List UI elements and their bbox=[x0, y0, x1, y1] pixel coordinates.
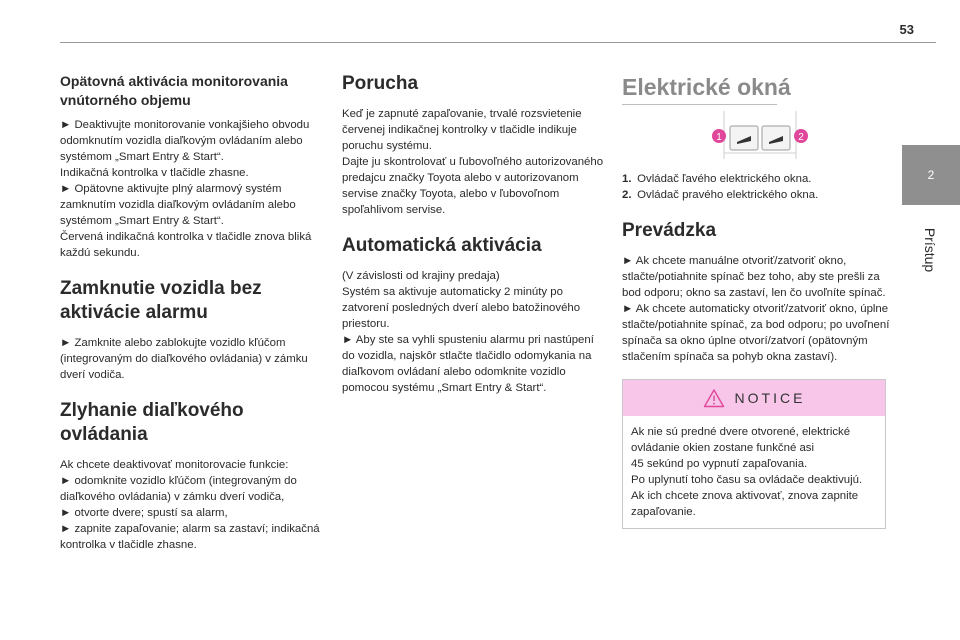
section-title-fault: Porucha bbox=[342, 73, 419, 94]
left-switch-shape bbox=[730, 126, 758, 150]
callout-2-label: 2 bbox=[798, 132, 804, 143]
legend-text: Ovládač pravého elektrického okna. bbox=[637, 189, 819, 201]
section-title-operation: Prevádzka bbox=[622, 220, 717, 241]
figure-legend bbox=[622, 171, 892, 203]
column-middle bbox=[342, 72, 604, 396]
chapter-tab[interactable]: 2 bbox=[902, 145, 960, 205]
section-body-reactivation: ► Deaktivujte monitorovanie vonkajšieho obvodu odomknutím vozidla diaľkovým ovládaním alebo systémom „Smart Entry & Start“. Indikačná kontrolka v tlačidle zhasne. ► Opätovne aktivujte plný alarmový systém zamknutím vozidla diaľkovým ovládaním alebo systémom „Smart Entry & Start“. Červená indikačná kontrolka v tlačidle znova bliká každú sekundu. bbox=[60, 119, 312, 259]
legend-num: 2. bbox=[622, 189, 632, 201]
notice-box bbox=[622, 379, 886, 529]
section-title-power-windows: Elektrické okná bbox=[622, 74, 791, 100]
section-title-reactivation: Opätovná aktivácia monitorovania vnútorného objemu bbox=[60, 73, 288, 108]
chapter-label-text: Prístup bbox=[922, 227, 939, 273]
right-switch-shape bbox=[762, 126, 790, 150]
notice-header bbox=[623, 380, 885, 416]
window-switches-figure bbox=[622, 105, 892, 163]
notice-text: Ak nie sú predné dvere otvorené, elektrické ovládanie okien zostane funkčné asi 45 sekúnd po vypnutí zapaľovania. Po uplynutí toho času sa ovládače deaktivujú. Ak ich chcete znova aktivovať, znova zapnite zapaľovanie. bbox=[631, 426, 863, 518]
legend-item bbox=[622, 171, 892, 187]
section-title-auto-activation: Automatická aktivácia bbox=[342, 235, 542, 256]
column-left bbox=[60, 72, 322, 553]
warning-triangle-icon bbox=[703, 388, 725, 408]
notice-title: NOTICE bbox=[734, 390, 806, 406]
window-switches-illustration bbox=[710, 105, 810, 163]
section-body-lock-without-alarm: ► Zamknite alebo zablokujte vozidlo kľúčom (integrovaným do diaľkového ovládania) v zámku dverí vodiča. bbox=[60, 337, 308, 381]
page-number: 53 bbox=[899, 22, 914, 37]
chapter-label bbox=[918, 205, 942, 295]
header-rule bbox=[60, 42, 936, 43]
section-body-fault: Keď je zapnuté zapaľovanie, trvalé rozsvietenie červenej indikačnej kontrolky v tlačidle indikuje poruchu systému. Dajte ju skontrolovať u ľubovoľného autorizovaného predajcu značky Toyota alebo v autorizovanom servise značky Toyota, alebo v ľubovoľnom spoľahlivom servise. bbox=[342, 108, 604, 216]
legend-num: 1. bbox=[622, 173, 632, 185]
section-body-remote-failure: Ak chcete deaktivovať monitorovacie funkcie: ► odomknite vozidlo kľúčom (integrovaným do diaľkového ovládania) v zámku dverí vodiča, ► otvorte dvere; spustí sa alarm, ► zapnite zapaľovanie; alarm sa zastaví; indikačná kontrolka v tlačidle zhasne. bbox=[60, 459, 320, 551]
callout-1-label: 1 bbox=[716, 132, 722, 143]
section-title-lock-without-alarm: Zamknutie vozidla bez aktivácie alarmu bbox=[60, 278, 262, 323]
column-right bbox=[622, 72, 892, 529]
legend-text: Ovládač ľavého elektrického okna. bbox=[637, 173, 812, 185]
section-body-operation: ► Ak chcete manuálne otvoriť/zatvoriť okno, stlačte/potiahnite spínač bez toho, aby ste prešli za bod odporu; okno sa zastaví, len čo uvoľníte spínač. ► Ak chcete automaticky otvoriť/zatvoriť okno, úplne stlačte/potiahnite spínač, za bod odporu; po uvoľnení spínača sa okno úplne otvorí/zatvorí (opätovným stlačením spínača sa pohyb okna zastaví). bbox=[622, 255, 890, 363]
section-title-remote-failure: Zlyhanie diaľkového ovládania bbox=[60, 400, 244, 445]
legend-item bbox=[622, 187, 892, 203]
section-body-auto-activation: (V závislosti od krajiny predaja) Systém sa aktivuje automaticky 2 minúty po zatvorení posledných dverí alebo batožinového priestoru. ► Aby ste sa vyhli spusteniu alarmu pri nastúpení do vozidla, najskôr stlačte tlačidlo odomykania na diaľkovom ovládaní alebo odomknite vozidlo pomocou systému „Smart Entry & Start“. bbox=[342, 270, 594, 394]
